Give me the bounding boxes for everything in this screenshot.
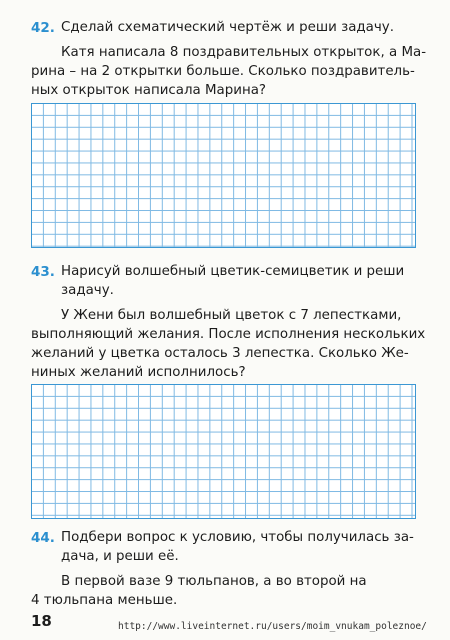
task-44-instruction-line-2: дача, и реши её. xyxy=(61,549,179,564)
task-42-text-line-2: рина – на 2 открытки больше. Сколько поздравитель- xyxy=(31,64,415,79)
page-number: 18 xyxy=(31,612,52,630)
task-42-text-line-1: Катя написала 8 поздравительных открыток, а Ма- xyxy=(61,45,427,60)
task-44-text-line-2: 4 тюльпана меньше. xyxy=(31,593,178,608)
task-43-text-line-3: желаний у цветка осталось 3 лепестка. Сколько Же- xyxy=(31,346,409,361)
task-43-instruction-line-1: Нарисуй волшебный цветик-семицветик и реши xyxy=(61,264,405,279)
task-44-instruction-line-1: Подбери вопрос к условию, чтобы получилась за- xyxy=(61,530,414,545)
task-42-instruction: Сделай схематический чертёж и реши задачу. xyxy=(61,20,394,35)
task-42-number: 42. xyxy=(31,20,55,36)
task-43-answer-grid[interactable] xyxy=(31,384,416,519)
watermark-url: http://www.liveinternet.ru/users/moim_vnukam_poleznoe/ xyxy=(118,621,427,632)
task-43-number: 43. xyxy=(31,264,55,280)
task-43-instruction-line-2: задачу. xyxy=(61,283,114,298)
task-43-text-line-2: выполняющий желания. После исполнения нескольких xyxy=(31,327,426,342)
task-44-text-line-1: В первой вазе 9 тюльпанов, а во второй на xyxy=(61,574,367,589)
task-42-answer-grid[interactable] xyxy=(31,103,416,248)
task-44-number: 44. xyxy=(31,530,55,546)
task-43-text-line-4: ниных желаний исполнилось? xyxy=(31,365,246,380)
task-42-text-line-3: ных открыток написала Марина? xyxy=(31,83,267,98)
task-43-text-line-1: У Жени был волшебный цветок с 7 лепестками, xyxy=(61,308,402,323)
